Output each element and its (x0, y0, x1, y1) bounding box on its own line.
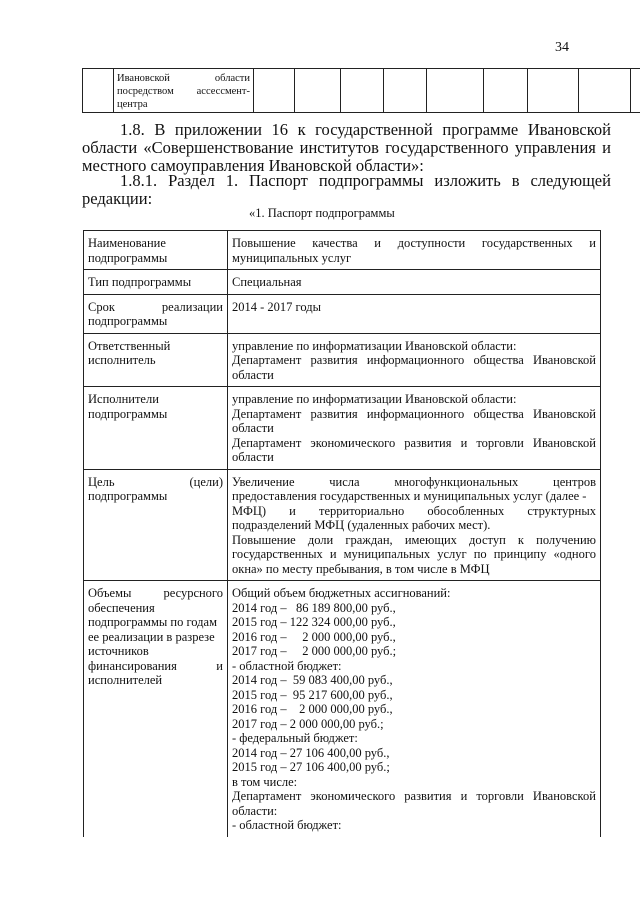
word: Исполнители (88, 392, 159, 406)
word: Паспорт (249, 171, 308, 190)
text-line (88, 353, 223, 368)
word: обеспечения (88, 600, 155, 615)
word: Общий объем бюджетных ассигнований: (232, 586, 451, 600)
table-cell (114, 69, 254, 113)
table-cell (579, 69, 631, 113)
word: - областной бюджет: (232, 658, 342, 673)
word: 2015 год – 27 106 400,00 руб.; (232, 760, 390, 774)
word: развития (310, 353, 358, 367)
word: исполнитель (88, 353, 156, 367)
section-caption: «1. Паспорт подпрограммы (249, 206, 395, 220)
word: МФЦ) (232, 503, 267, 518)
word: 1. (225, 171, 239, 190)
word: 2015 год – 122 324 000,00 руб., (232, 615, 396, 629)
text-line (232, 300, 596, 315)
word: Департамент (232, 406, 302, 421)
row-value (228, 333, 601, 387)
text-line (232, 717, 596, 732)
word: числа (329, 474, 360, 489)
text-line (117, 85, 250, 98)
word: Срок (88, 299, 115, 314)
word: муниципальных (343, 547, 431, 561)
text-line (232, 436, 596, 451)
text-line (88, 300, 223, 315)
cell-text (114, 69, 253, 111)
word: ассессмент- (196, 86, 250, 97)
word: управление по информатизации Ивановской области: (232, 338, 517, 353)
page-number: 34 (555, 40, 569, 55)
word: Раздел (168, 171, 215, 190)
text-line (82, 121, 611, 139)
word: экономического (310, 435, 396, 450)
word: Ответственный (88, 338, 171, 353)
word: имеющих (404, 532, 457, 547)
word: 1.8. (120, 120, 145, 139)
text-line (232, 789, 596, 804)
word: исполнителей (88, 673, 163, 687)
word: получению (536, 532, 596, 547)
word: граждан, (345, 532, 393, 547)
table-cell (427, 69, 484, 113)
table-cell (484, 69, 528, 113)
table-cell (83, 69, 114, 113)
text-line (88, 251, 223, 266)
row-label (84, 270, 228, 295)
word: 2014 год – 59 083 400,00 руб., (232, 673, 393, 687)
word: 2014 год – 27 106 400,00 руб., (232, 745, 390, 760)
text-line (232, 275, 596, 290)
text-line (232, 547, 596, 562)
word: Ивановской (532, 435, 596, 450)
word: институтов (299, 138, 379, 157)
word: Повышение (232, 532, 296, 547)
row-label (84, 294, 228, 333)
text-line (232, 450, 596, 465)
word: и (460, 789, 468, 803)
word: Специальная (232, 275, 302, 289)
text-line (232, 775, 596, 790)
word: доступ (469, 532, 506, 547)
word: и (289, 503, 296, 518)
word: Ивановской (532, 353, 596, 367)
text-line (82, 139, 611, 157)
word: информационного (366, 353, 465, 367)
word: структурных (527, 503, 596, 518)
table-cell (295, 69, 341, 113)
word: 2016 год – 2 000 000,00 руб., (232, 702, 393, 716)
word: Объемы (88, 586, 132, 600)
word: предоставления государственных и муниципальных услуг (далее - (232, 489, 587, 503)
word: к (517, 532, 524, 547)
row-value (228, 469, 601, 581)
word: экономического (310, 789, 396, 803)
continuation-table (82, 68, 640, 113)
table-row (84, 294, 601, 333)
word: услуг (437, 547, 467, 561)
row-value (228, 581, 601, 837)
word: подпрограммы по годам (88, 615, 217, 629)
text-line (232, 421, 596, 436)
word: финансирования (88, 658, 177, 673)
word: области (232, 450, 274, 464)
text-line (88, 659, 223, 674)
word: Департамент (232, 353, 302, 367)
word: области (232, 421, 274, 435)
word: общества (473, 353, 524, 367)
word: местного самоуправления Ивановской области»: (82, 156, 424, 175)
word: развития (404, 435, 452, 450)
word: 16 (271, 120, 288, 139)
table-row (84, 231, 601, 270)
word: 2014 - 2017 годы (232, 299, 322, 314)
word: 2014 год – 86 189 800,00 руб., (232, 600, 396, 615)
word: источников (88, 644, 149, 658)
word: и (329, 547, 337, 561)
text-line (232, 688, 596, 703)
table-cell (254, 69, 295, 113)
text-line (88, 392, 223, 407)
word: Ивановской (532, 406, 596, 421)
word: принципу (493, 547, 547, 561)
table-row (84, 387, 601, 470)
text-line (232, 392, 596, 407)
text-line (232, 407, 596, 422)
text-line (88, 601, 223, 616)
text-line (232, 804, 596, 819)
text-line (232, 562, 596, 577)
word: государственного (385, 138, 509, 157)
table-row (84, 581, 601, 837)
word: Департамент (232, 789, 302, 803)
text-line (232, 731, 596, 746)
text-line (232, 586, 596, 601)
word: Повышение (232, 236, 296, 250)
word: территориально (319, 503, 405, 518)
word: «Совершенствование (143, 138, 294, 157)
word: управление по информатизации Ивановской области: (232, 392, 517, 406)
text-line (232, 236, 596, 251)
word: (цели) (189, 474, 223, 489)
text-line (88, 644, 223, 659)
text-line (82, 172, 611, 190)
word: государственных (232, 547, 323, 561)
word: развития (310, 406, 358, 421)
table-row (84, 469, 601, 581)
text-line (88, 236, 223, 251)
table-cell (631, 69, 640, 113)
text-line (88, 339, 223, 354)
word: подпрограммы (88, 250, 168, 265)
word: 2015 год – 95 217 600,00 руб., (232, 687, 393, 702)
word: в (511, 171, 520, 190)
word: приложении (174, 120, 262, 139)
word: реализации (161, 299, 223, 314)
row-label (84, 387, 228, 470)
word: 2017 год – 2 000 000,00 руб.; (232, 644, 397, 658)
word: Ивановской (527, 120, 611, 139)
word: муниципальных услуг (232, 250, 352, 265)
word: изложить (434, 171, 501, 190)
word: Департамент (232, 435, 302, 450)
word: и (602, 138, 611, 157)
word: «одного (553, 547, 596, 561)
word: посредством (117, 86, 174, 97)
text-line (88, 586, 223, 601)
word: области (82, 138, 138, 157)
word: подпрограммы (318, 171, 424, 190)
row-value (228, 387, 601, 470)
word: государственной (315, 120, 433, 139)
word: государственных (481, 236, 573, 250)
word: В (154, 120, 166, 139)
word: Увеличение (232, 474, 295, 489)
text-line (88, 407, 223, 422)
word: Ивановской (532, 789, 596, 803)
table-row (84, 270, 601, 295)
word: управления (514, 138, 596, 157)
text-line (88, 630, 223, 645)
word: - федеральный бюджет: (232, 731, 358, 745)
text-line (232, 504, 596, 519)
word: в том числе: (232, 774, 298, 789)
word: развития (404, 789, 452, 803)
word: качества (312, 236, 358, 250)
word: и (216, 658, 223, 673)
word: 2016 год – 2 000 000,00 руб., (232, 629, 396, 644)
row-label (84, 333, 228, 387)
text-line (232, 818, 596, 833)
word: области: (232, 803, 278, 818)
text-line (232, 615, 596, 630)
text-line (232, 368, 596, 383)
text-line (88, 489, 223, 504)
word: подпрограммы (88, 314, 168, 328)
row-value (228, 231, 601, 270)
word: подразделений МФЦ (удаленных рабочих мест). (232, 518, 491, 532)
text-line (117, 98, 250, 111)
text-line (232, 489, 596, 504)
word: Ивановской (117, 73, 170, 84)
row-label (84, 231, 228, 270)
word: доступности (397, 236, 466, 250)
text-line (88, 275, 223, 290)
word: редакции: (82, 189, 153, 208)
table-cell (384, 69, 427, 113)
word: Цель (88, 474, 115, 489)
word: - областной бюджет: (232, 818, 342, 832)
word: многофункциональных (394, 474, 519, 489)
word: обособленных (427, 503, 505, 518)
text-line (232, 746, 596, 761)
text-line (232, 475, 596, 490)
text-line (232, 251, 596, 266)
paragraph-amendment (82, 121, 611, 175)
word: окна» по месту пребывания, в том числе в МФЦ (232, 561, 490, 576)
word: подпрограммы (88, 406, 168, 421)
word: ее реализации в разрезе (88, 629, 215, 644)
text-line (232, 533, 596, 548)
word: 2017 год – 2 000 000,00 руб.; (232, 716, 384, 731)
word: Тип подпрограммы (88, 275, 192, 289)
text-line (232, 353, 596, 368)
word: торговли (476, 435, 524, 450)
word: по (473, 547, 487, 561)
text-line (88, 673, 223, 688)
table-cell (341, 69, 384, 113)
word: подпрограммы (88, 489, 168, 503)
passport-table (83, 230, 601, 837)
text-line (232, 601, 596, 616)
text-line (88, 475, 223, 490)
word: и (460, 435, 468, 450)
word: области (232, 367, 274, 382)
text-line (88, 615, 223, 630)
word: информационного (366, 406, 465, 421)
word: доли (307, 532, 334, 547)
text-line (88, 314, 223, 329)
word: и (589, 236, 596, 250)
table-row (84, 333, 601, 387)
text-line (232, 702, 596, 717)
word: центра (117, 99, 148, 110)
word: торговли (476, 789, 524, 803)
word: следующей (530, 171, 611, 190)
word: области (214, 73, 250, 84)
word: к (297, 120, 306, 139)
text-line (232, 673, 596, 688)
table-cell (528, 69, 579, 113)
word: программе (442, 120, 519, 139)
text-line (232, 630, 596, 645)
text-line (117, 72, 250, 85)
row-label (84, 469, 228, 581)
text-line (232, 760, 596, 775)
word: общества (473, 406, 524, 421)
word: ресурсного (163, 586, 223, 600)
paragraph-section (82, 172, 611, 208)
text-line (232, 339, 596, 354)
row-value (228, 270, 601, 295)
row-value (228, 294, 601, 333)
word: центров (553, 474, 596, 489)
text-line (232, 518, 596, 533)
word: Наименование (88, 236, 166, 250)
row-label (84, 581, 228, 837)
text-line (232, 644, 596, 659)
word: и (374, 236, 381, 250)
text-line (232, 659, 596, 674)
word: 1.8.1. (120, 171, 158, 190)
